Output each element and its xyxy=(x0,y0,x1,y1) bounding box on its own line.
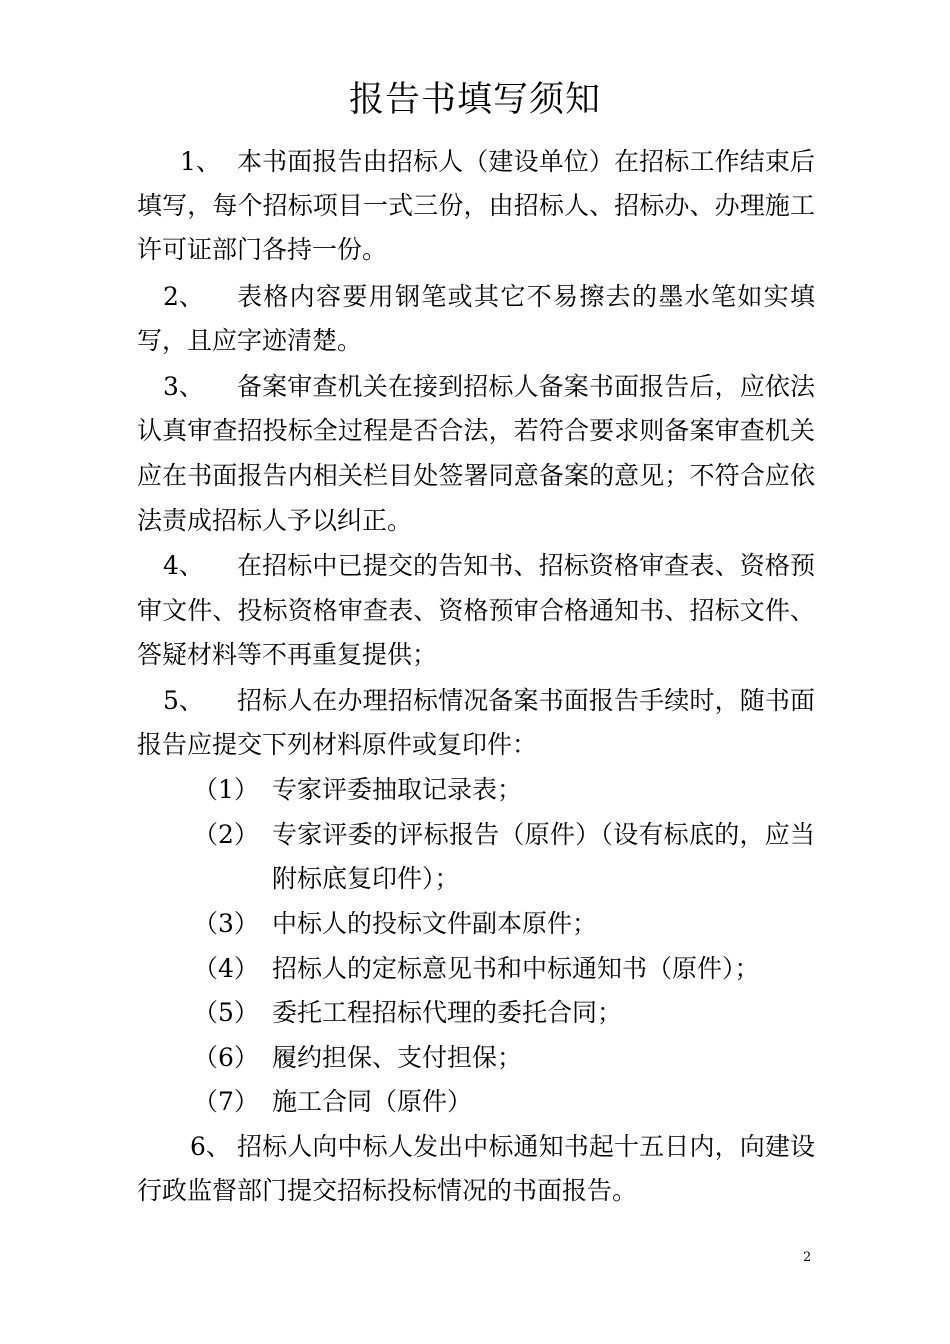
subitem-3-number: （3） xyxy=(193,909,259,938)
item-5-number: 5、 xyxy=(163,686,204,715)
item-1-line-1: 本书面报告由招标人（建设单位）在招标工作结束后 xyxy=(237,147,815,176)
page-title: 报告书填写须知 xyxy=(348,80,601,120)
subitem-7-number: （7） xyxy=(193,1087,259,1116)
item-5-line-2: 报告应提交下列材料原件或复印件： xyxy=(137,730,538,759)
item-5-line-1: 招标人在办理招标情况备案书面报告手续时，随书面 xyxy=(237,686,815,715)
item-1-line-3: 许可证部门各持一份。 xyxy=(137,235,388,264)
item-4-number: 4、 xyxy=(163,551,204,580)
item-3-number: 3、 xyxy=(163,372,204,401)
subitem-5-number: （5） xyxy=(193,998,259,1027)
subitem-6-line-1: 履约担保、支付担保； xyxy=(272,1043,523,1072)
item-6-number: 6、 xyxy=(190,1132,231,1161)
subitem-3-line-1: 中标人的投标文件副本原件； xyxy=(272,909,598,938)
subitem-7-line-1: 施工合同（原件） xyxy=(272,1087,473,1116)
item-4-line-2: 审文件、投标资格审查表、资格预审合格通知书、招标文件、 xyxy=(137,596,815,625)
subitem-5-line-1: 委托工程招标代理的委托合同； xyxy=(272,998,623,1027)
item-3-line-1: 备案审查机关在接到招标人备案书面报告后，应依法 xyxy=(237,372,815,401)
subitem-2-line-2: 附标底复印件）； xyxy=(272,864,460,893)
item-3-line-3: 应在书面报告内相关栏目处签署同意备案的意见；不符合应依 xyxy=(137,461,815,490)
item-4-line-1: 在招标中已提交的告知书、招标资格审查表、资格预 xyxy=(237,551,815,580)
item-1-line-2: 填写，每个招标项目一式三份，由招标人、招标办、办理施工 xyxy=(137,191,815,220)
item-6-line-1: 招标人向中标人发出中标通知书起十五日内，向建设 xyxy=(237,1132,815,1161)
item-2-number: 2、 xyxy=(163,282,204,311)
item-2-line-1: 表格内容要用钢笔或其它不易擦去的墨水笔如实填 xyxy=(237,282,815,311)
item-2-line-2: 写，且应字迹清楚。 xyxy=(137,326,363,355)
page-number: 2 xyxy=(803,1250,812,1265)
subitem-1-number: （1） xyxy=(193,775,259,804)
subitem-4-number: （4） xyxy=(193,954,259,983)
item-4-line-3: 答疑材料等不再重复提供； xyxy=(137,640,438,669)
item-3-line-4: 法责成招标人予以纠正。 xyxy=(137,506,413,535)
subitem-2-line-1: 专家评委的评标报告（原件）（设有标底的，应当 xyxy=(272,820,815,849)
subitem-2-number: （2） xyxy=(193,820,259,849)
subitem-6-number: （6） xyxy=(193,1043,259,1072)
item-1-number: 1、 xyxy=(180,147,221,176)
item-3-line-2: 认真审查招投标全过程是否合法，若符合要求则备案审查机关 xyxy=(137,416,815,445)
item-6-line-2: 行政监督部门提交招标投标情况的书面报告。 xyxy=(137,1176,638,1205)
subitem-1-line-1: 专家评委抽取记录表； xyxy=(272,775,523,804)
subitem-4-line-1: 招标人的定标意见书和中标通知书（原件）； xyxy=(272,954,760,983)
